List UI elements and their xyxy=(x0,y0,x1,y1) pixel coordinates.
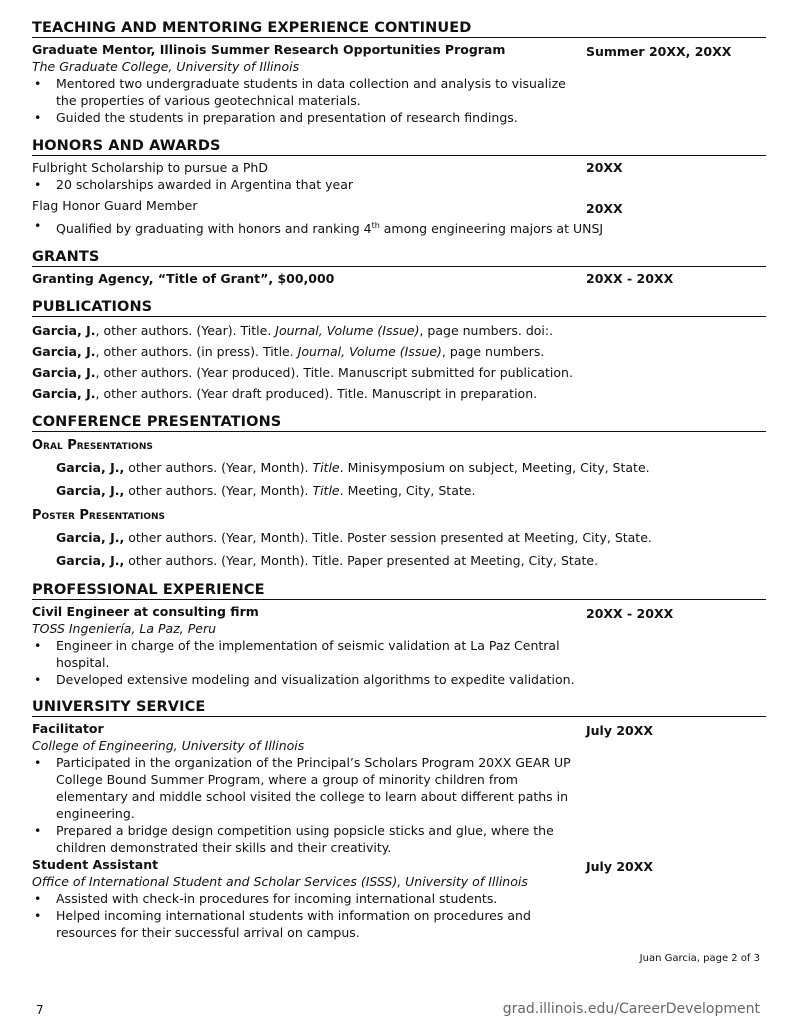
footer-url[interactable]: grad.illinois.edu/CareerDevelopment xyxy=(502,1001,760,1017)
professional-entry xyxy=(32,603,766,688)
list-item: • Engineer in charge of the implementation of seismic validation at La Paz Central hospital. xyxy=(32,637,584,671)
presentation-item: Garcia, J., other authors. (Year, Month). Title. Poster session presented at Meeting, City, State. xyxy=(56,530,652,546)
entry-date: Summer 20XX, 20XX xyxy=(586,44,732,59)
section-heading-publications: PUBLICATIONS xyxy=(32,299,766,317)
honors-entry xyxy=(32,197,766,237)
publication-item: Garcia, J., other authors. (Year). Title. Journal, Volume (Issue), page numbers. doi:. xyxy=(32,323,554,339)
publication-list xyxy=(32,320,766,404)
grant-text: Granting Agency, “Title of Grant”, $00,000 xyxy=(32,271,335,287)
list-item: • Prepared a bridge design competition using popsicle sticks and glue, where the children demonstrated their skills and their creativity. xyxy=(32,822,584,856)
page-note: Juan Garcia, page 2 of 3 xyxy=(639,953,760,964)
entry-org: TOSS Ingeniería, La Paz, Peru xyxy=(32,621,217,637)
honors-entry xyxy=(32,159,766,193)
entry-title: Facilitator xyxy=(32,721,104,737)
entry-date: 20XX - 20XX xyxy=(586,606,674,622)
entry-org: Office of International Student and Scholar Services (ISSS), University of Illinois xyxy=(32,874,528,890)
entry-org: College of Engineering, University of Illinois xyxy=(32,738,305,754)
entry-date: July 20XX xyxy=(586,859,654,875)
publication-item: Garcia, J., other authors. (Year produced). Title. Manuscript submitted for publication. xyxy=(32,365,573,381)
entry-date: 20XX xyxy=(586,160,623,175)
section-heading-honors: HONORS AND AWARDS xyxy=(32,138,766,156)
entry-date: July 20XX xyxy=(586,723,654,739)
presentation-item: Garcia, J., other authors. (Year, Month). Title. Paper presented at Meeting, City, State. xyxy=(56,553,599,569)
list-item: • Developed extensive modeling and visualization algorithms to expedite validation. xyxy=(32,671,584,688)
presentation-item: Garcia, J., other authors. (Year, Month). Title. Meeting, City, State. xyxy=(56,483,476,499)
publication-item: Garcia, J., other authors. (in press). Title. Journal, Volume (Issue), page numbers. xyxy=(32,344,545,360)
section-heading-conference: CONFERENCE PRESENTATIONS xyxy=(32,414,766,432)
service-entry xyxy=(32,856,766,941)
page-number: 7 xyxy=(36,1003,44,1017)
section-heading-service: UNIVERSITY SERVICE xyxy=(32,699,766,717)
list-item: • Guided the students in preparation and presentation of research findings. xyxy=(32,109,584,126)
section-heading-teaching: TEACHING AND MENTORING EXPERIENCE CONTINUED xyxy=(32,20,766,38)
entry-title: Graduate Mentor, Illinois Summer Research Opportunities Program xyxy=(32,42,506,57)
entry-title: Flag Honor Guard Member xyxy=(32,198,198,213)
section-heading-professional: PROFESSIONAL EXPERIENCE xyxy=(32,582,766,600)
publication-item: Garcia, J., other authors. (Year draft produced). Title. Manuscript in preparation. xyxy=(32,386,538,402)
section-heading-grants: GRANTS xyxy=(32,249,766,267)
entry-title: Student Assistant xyxy=(32,857,159,873)
list-item: • 20 scholarships awarded in Argentina that year xyxy=(32,176,584,193)
resume-page xyxy=(32,20,766,941)
teaching-entry xyxy=(32,41,766,126)
grant-entry xyxy=(32,270,766,287)
list-item: • Mentored two undergraduate students in data collection and analysis to visualize the properties of various geotechnical materials. xyxy=(32,75,584,109)
list-item: • Participated in the organization of the Principal’s Scholars Program 20XX GEAR UP College Bound Summer Program, where a group of minority children from elementary and middle school visited the college to learn about different paths in engineering. xyxy=(32,754,584,822)
list-item: • Qualified by graduating with honors and ranking 4th among engineering majors at UNSJ xyxy=(32,217,616,237)
entry-title: Fulbright Scholarship to pursue a PhD xyxy=(32,160,268,175)
poster-presentations-heading: Poster Presentations xyxy=(32,508,166,524)
entry-org: The Graduate College, University of Illinois xyxy=(32,59,300,74)
entry-title: Civil Engineer at consulting firm xyxy=(32,604,259,620)
list-item: • Helped incoming international students with information on procedures and resources for their successful arrival on campus. xyxy=(32,907,584,941)
grant-date: 20XX - 20XX xyxy=(586,271,674,287)
oral-presentations-heading: Oral Presentations xyxy=(32,438,153,454)
presentation-item: Garcia, J., other authors. (Year, Month). Title. Minisymposium on subject, Meeting, City, State. xyxy=(56,460,650,476)
service-entry xyxy=(32,720,766,856)
list-item: • Assisted with check-in procedures for incoming international students. xyxy=(32,890,584,907)
entry-date: 20XX xyxy=(586,201,623,216)
